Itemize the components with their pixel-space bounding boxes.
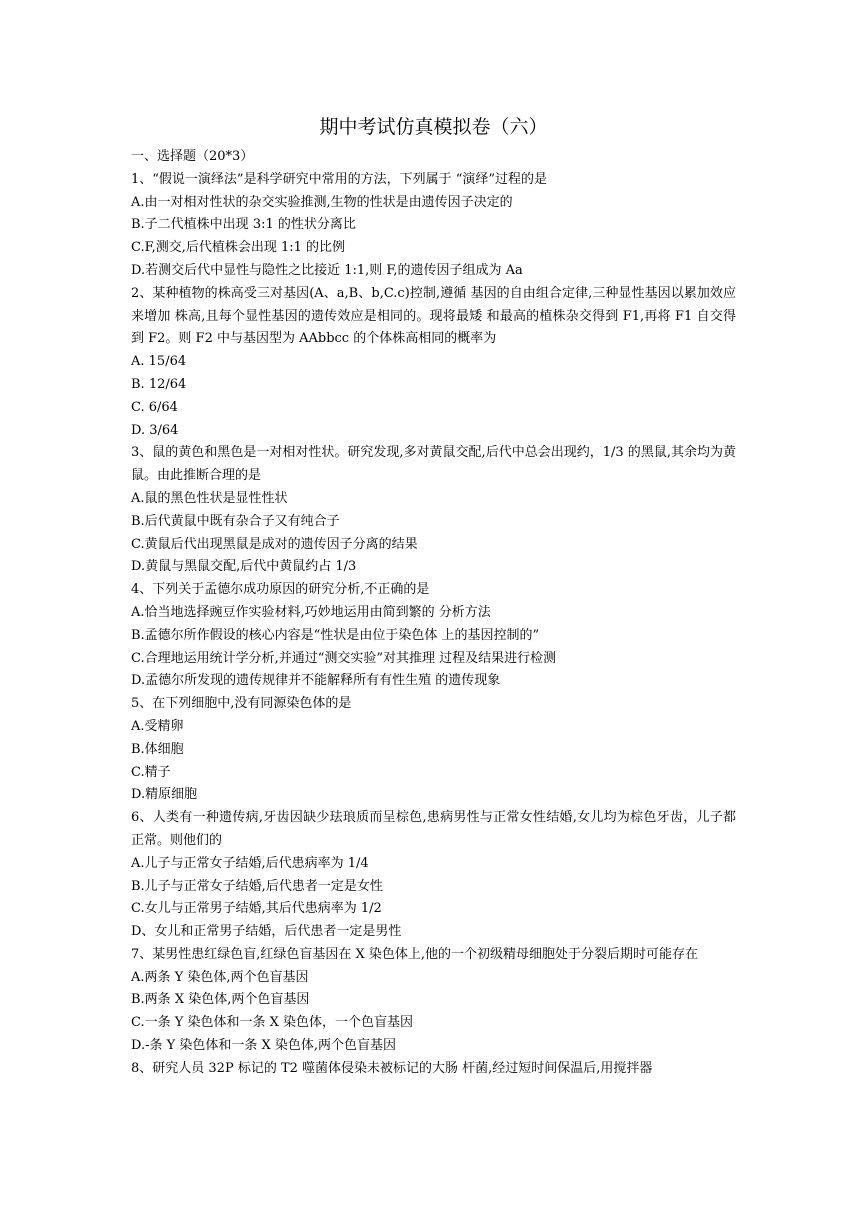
option-b: B.子二代植株中出现 3:1 的性状分离比 bbox=[131, 217, 356, 233]
option-c: C.女儿与正常男子结婚,其后代患病率为 1/2 bbox=[131, 901, 382, 917]
option-a: A.两条 Y 染色体,两个色盲基因 bbox=[131, 969, 309, 985]
option-b: B.两条 X 染色体,两个色盲基因 bbox=[131, 992, 310, 1008]
option-c: C.一条 Y 染色体和一条 X 染色体，一个色盲基因 bbox=[131, 1015, 413, 1031]
question-stem: 7、某男性患红绿色盲,红绿色盲基因在 X 染色体上,他的一个初级精母细胞处于分裂后期时可能存在 bbox=[131, 946, 699, 962]
option-c: C. 6/64 bbox=[131, 399, 178, 415]
option-d: D、女儿和正常男子结婚，后代患者一定是男性 bbox=[131, 924, 402, 940]
exam-page bbox=[131, 114, 736, 1081]
option-b: B.孟德尔所作假设的核心内容是“性状是由位于染色体 上的基因控制的” bbox=[131, 627, 540, 643]
option-a: A.由一对相对性状的杂交实验推测,生物的性状是由遗传因子决定的 bbox=[131, 194, 513, 210]
question-6 bbox=[131, 807, 736, 944]
option-d: D.黄鼠与黑鼠交配,后代中黄鼠约占 1/3 bbox=[131, 559, 357, 575]
option-c: C.F,测交,后代植株会出现 1:1 的比例 bbox=[131, 240, 346, 256]
question-stem: 4、下列关于孟德尔成功原因的研究分析,不正确的是 bbox=[131, 582, 430, 598]
option-c: C.合理地运用统计学分析,并通过“测交实验”对其推理 过程及结果进行检测 bbox=[131, 650, 557, 666]
option-d: D.若测交后代中显性与隐性之比接近 1:1,则 F,的遗传因子组成为 Aa bbox=[131, 262, 523, 278]
question-stem: 5、在下列细胞中,没有同源染色体的是 bbox=[131, 696, 352, 712]
option-c: C.精子 bbox=[131, 764, 171, 780]
question-5 bbox=[131, 693, 736, 807]
option-b: B.儿子与正常女子结婚,后代患者一定是女性 bbox=[131, 878, 383, 894]
question-3 bbox=[131, 442, 736, 579]
option-d: D.-条 Y 染色体和一条 X 染色体,两个色盲基因 bbox=[131, 1038, 396, 1054]
option-c: C.黄鼠后代出现黑鼠是成对的遗传因子分离的结果 bbox=[131, 536, 418, 552]
section-heading: 一、选择题（20*3） bbox=[131, 149, 254, 164]
question-stem: 6、人类有一种遗传病,牙齿因缺少珐琅质而呈棕色,患病男性与正常女性结婚,女儿均为棕色牙齿，儿子都正常。则他们的 bbox=[131, 810, 736, 848]
question-stem: 8、研究人员 32P 标记的 T2 噬菌体侵染未被标记的大肠 杆菌,经过短时间保温后,用搅拌器 bbox=[131, 1060, 653, 1076]
page-title: 期中考试仿真模拟卷（六） bbox=[319, 116, 548, 138]
option-a: A.受精卵 bbox=[131, 718, 184, 734]
option-b: B.后代黄鼠中既有杂合子又有纯合子 bbox=[131, 513, 340, 529]
option-b: B.体细胞 bbox=[131, 741, 184, 757]
question-8 bbox=[131, 1058, 736, 1081]
option-d: D. 3/64 bbox=[131, 422, 179, 438]
option-b: B. 12/64 bbox=[131, 376, 187, 392]
question-stem: 2、某种植物的株高受三对基因(A、a,B、b,C.c)控制,遵循 基因的自由组合定律,三种显性基因以累加效应来增加 株高,且每个显性基因的遗传效应是相同的。现将最矮 和最高的植株杂交得到 F1,再将 F1 自交得到 F2。则 F2 中与基因型为 AAbbcc 的个体株高相同的概率为 bbox=[131, 285, 736, 347]
option-a: A.恰当地选择豌豆作实验材料,巧妙地运用由简到繁的 分析方法 bbox=[131, 604, 491, 620]
question-4 bbox=[131, 579, 736, 693]
question-7 bbox=[131, 944, 736, 1058]
option-a: A.儿子与正常女子结婚,后代患病率为 1/4 bbox=[131, 855, 369, 871]
option-a: A. 15/64 bbox=[131, 354, 187, 370]
option-a: A.鼠的黑色性状是显性性状 bbox=[131, 490, 288, 506]
option-d: D.精原细胞 bbox=[131, 787, 198, 803]
question-1 bbox=[131, 169, 736, 283]
option-d: D.孟德尔所发现的遗传规律并不能解释所有有性生殖 的遗传现象 bbox=[131, 673, 501, 689]
question-stem: 1、“假说一演绎法”是科学研究中常用的方法，下列属于 “演绎”过程的是 bbox=[131, 171, 547, 187]
question-stem: 3、鼠的黄色和黑色是一对相对性状。研究发现,多对黄鼠交配,后代中总会出现约，1/3 的黑鼠,其余均为黄鼠。由此推断合理的是 bbox=[131, 445, 736, 484]
question-2 bbox=[131, 283, 736, 443]
